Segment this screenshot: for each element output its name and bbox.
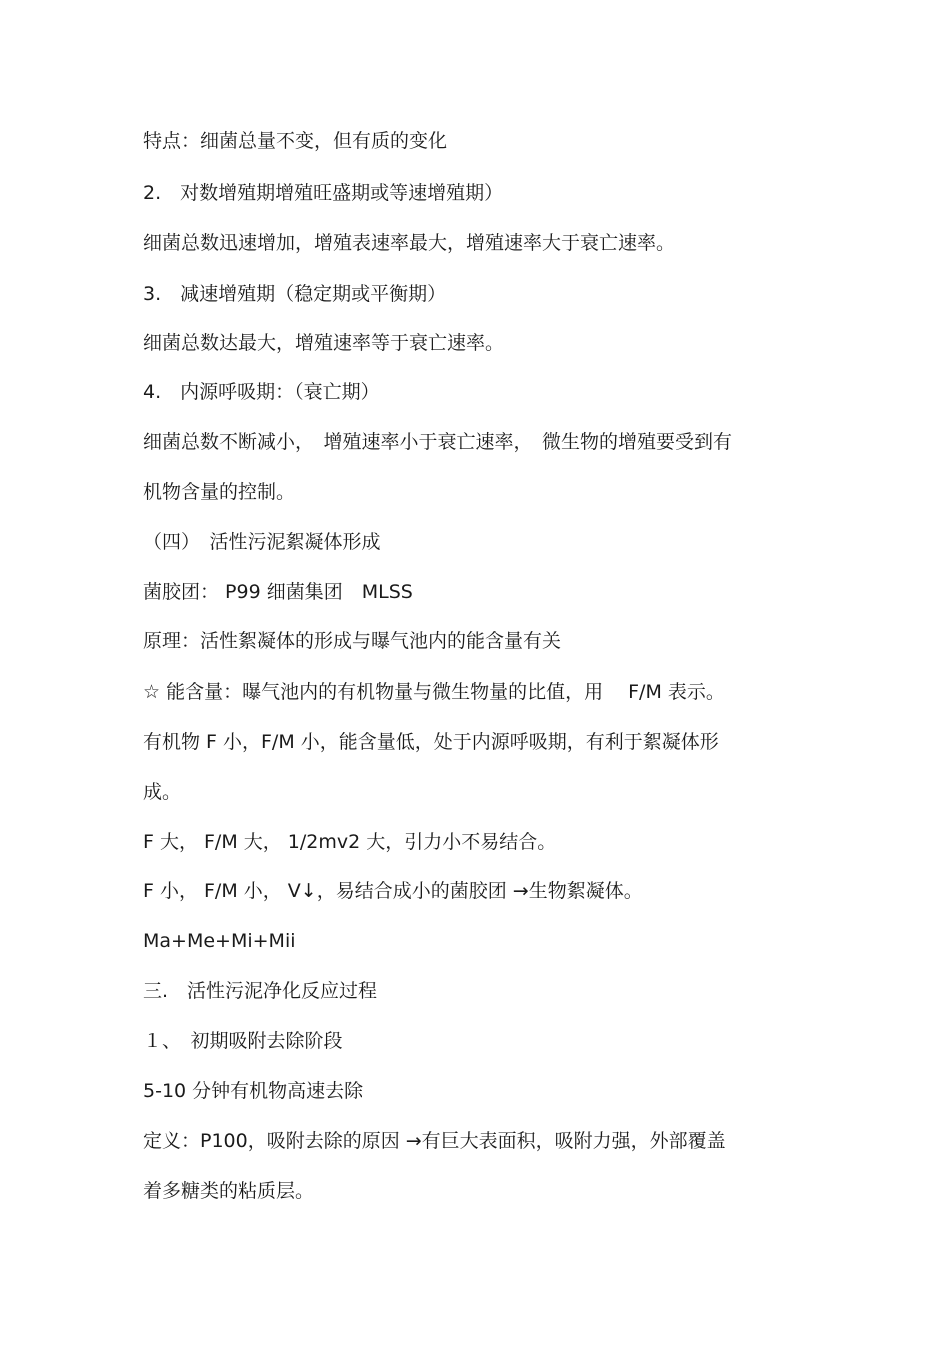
text-line-energy-content: ☆ 能含量：曝气池内的有机物量与微生物量的比值，用 F/M 表示。 (143, 681, 725, 703)
text-line-formula: Ma+Me+Mi+Mii (143, 930, 296, 952)
text-line-section-four-heading: （四） 活性污泥絮凝体形成 (143, 531, 381, 553)
text-line-definition-cont: 着多糖类的粘质层。 (143, 1180, 315, 1202)
text-line-principle: 原理：活性絮凝体的形成与曝气池内的能含量有关 (143, 630, 562, 652)
text-line-definition: 定义：P100，吸附去除的原因 →有巨大表面积，吸附力强，外部覆盖 (143, 1130, 726, 1152)
text-line-initial-adsorption-heading: １、 初期吸附去除阶段 (143, 1030, 343, 1052)
text-line-small-f: F 小， F/M 小， V↓，易结合成小的菌胶团 →生物絮凝体。 (143, 880, 643, 902)
text-line-low-fm-cont: 成。 (143, 781, 182, 803)
text-line-section-three-heading: 三. 活性污泥净化反应过程 (143, 980, 378, 1002)
text-line-decline-phase-desc: 细菌总数达最大，增殖速率等于衰亡速率。 (143, 332, 505, 354)
text-line-zoogloea: 菌胶团： P99 细菌集团 MLSS (143, 581, 413, 603)
text-line-endogenous-desc: 细菌总数不断减小， 增殖速率小于衰亡速率， 微生物的增殖要受到有 (143, 431, 733, 453)
text-line-endogenous-desc-cont: 机物含量的控制。 (143, 481, 296, 503)
text-line-feature: 特点：细菌总量不变，但有质的变化 (143, 130, 448, 152)
text-line-high-f: F 大， F/M 大， 1/2mv2 大，引力小不易结合。 (143, 831, 557, 853)
text-line-endogenous-heading: 4. 内源呼吸期：（衰亡期） (143, 381, 380, 403)
text-line-log-phase-heading: 2. 对数增殖期增殖旺盛期或等速增殖期） (143, 182, 504, 204)
text-line-rapid-removal: 5-10 分钟有机物高速去除 (143, 1080, 364, 1102)
text-line-decline-phase-heading: 3. 减速增殖期（稳定期或平衡期） (143, 283, 447, 305)
text-line-low-fm: 有机物 F 小，F/M 小，能含量低，处于内源呼吸期，有利于絮凝体形 (143, 731, 719, 753)
text-line-log-phase-desc: 细菌总数迅速增加，增殖表速率最大，增殖速率大于衰亡速率。 (143, 232, 676, 254)
